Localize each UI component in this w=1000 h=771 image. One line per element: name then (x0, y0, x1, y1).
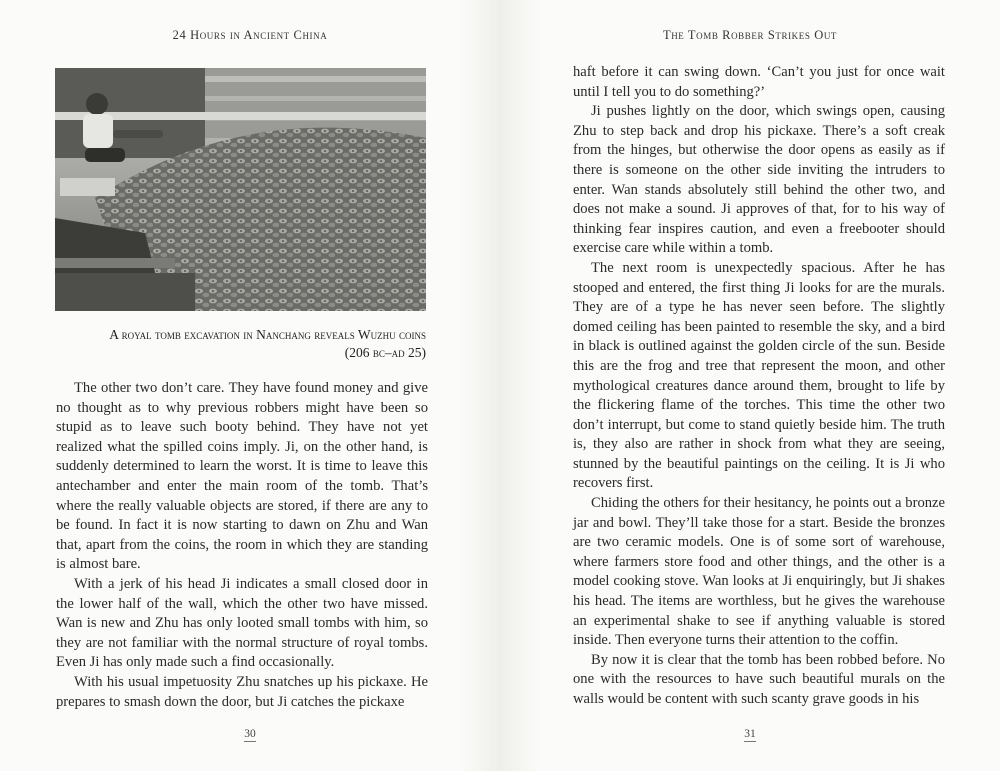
paragraph: By now it is clear that the tomb has been robbed before. No one with the resources to have such beautiful murals on the walls would be content with such scanty grave goods in his (573, 651, 945, 707)
paragraph: Ji pushes lightly on the door, which swings open, causing Zhu to step back and drop his pickaxe. There’s a soft creak from the hinges, but otherwise the door opens as easily as if there is someone on the other side inviting the intruders to enter. Wan stands absolutely still behind the other two, and does not make a sound. Ji approves of that, for to his way of thinking fear inspires caution, and even a freebooter should exercise care while within a tomb. (573, 103, 945, 257)
paragraph: The other two don’t care. They have found money and give no thought as to why previous robbers might have been so stupid as to leave such booty behind. They have not yet realized what the spilled coins imply. Ji, on the other hand, is suddenly determined to learn the worst. It is time to leave this antechamber and enter the main room of the tomb. That’s where the really valuable objects are stored, if there are any to be found. In fact it is now starting to dawn on Zhu and Wan that, apart from the coins, the room in which they are standing is almost bare. (56, 380, 428, 573)
page-number-right (500, 728, 1000, 742)
paragraph: With a jerk of his head Ji indicates a small closed door in the lower half of the wall, which the other two have missed. Wan is new and Zhu has only looted small tombs with him, so they are not familiar with the normal structure of royal tombs. Even Ji has only made such a find occasionally. (56, 575, 428, 671)
right-body-text (573, 63, 945, 710)
folio-number: 30 (244, 728, 256, 740)
caption-line-1: A royal tomb excavation in Nanchang reveals Wuzhu coins (109, 327, 426, 342)
continued-paragraph: haft before it can swing down. ‘Can’t you just for once wait until I tell you to do something?’ (573, 64, 945, 100)
photo-illustration (55, 68, 426, 311)
folio-number: 31 (744, 728, 756, 740)
paragraph: Chiding the others for their hesitancy, he points out a bronze jar and bowl. They’ll take those for a start. Beside the bronzes are two ceramic models. One is of some sort of warehouse, where farmers store food and other things, and the other is a model cooking stove. Wan looks at Ji enquiringly, but Ji shakes his head. The items are worthless, but he gives the warehouse an experimental shake to see if anything valuable is stored inside. Then everyone turns their attention to the coffin. (573, 495, 945, 649)
running-head-right: The Tomb Robber Strikes Out (662, 28, 838, 42)
page-number-left (0, 728, 500, 742)
paragraph: With his usual impetuosity Zhu snatches up his pickaxe. He prepares to smash down the door, but Ji catches the pickaxe (56, 673, 428, 710)
paragraph: The next room is unexpectedly spacious. After he has stooped and entered, the first thing Ji looks for are the murals. They are of a type he has never seen before. The slightly domed ceiling has been painted to resemble the sky, and a bird in black is outlined against the golden circle of the sun. Beside this are the frog and tree that represent the moon, and other mythological creatures dance around them, brought to life by the flickering flame of the torches. This time the other two don’t interrupt, but come to stand quietly beside him. The truth is, they also are rather in shock from what they are seeing, stunned by the beautiful paintings on the ceiling. It is Ji who recovers first. (573, 259, 945, 492)
right-page (500, 0, 1000, 771)
tomb-excavation-photo (55, 68, 426, 311)
photo-caption (55, 326, 426, 362)
caption-line-2: (206 bc–ad 25) (344, 345, 426, 360)
left-body-text (56, 379, 428, 712)
running-head-left: 24 Hours in Ancient China (172, 28, 328, 42)
